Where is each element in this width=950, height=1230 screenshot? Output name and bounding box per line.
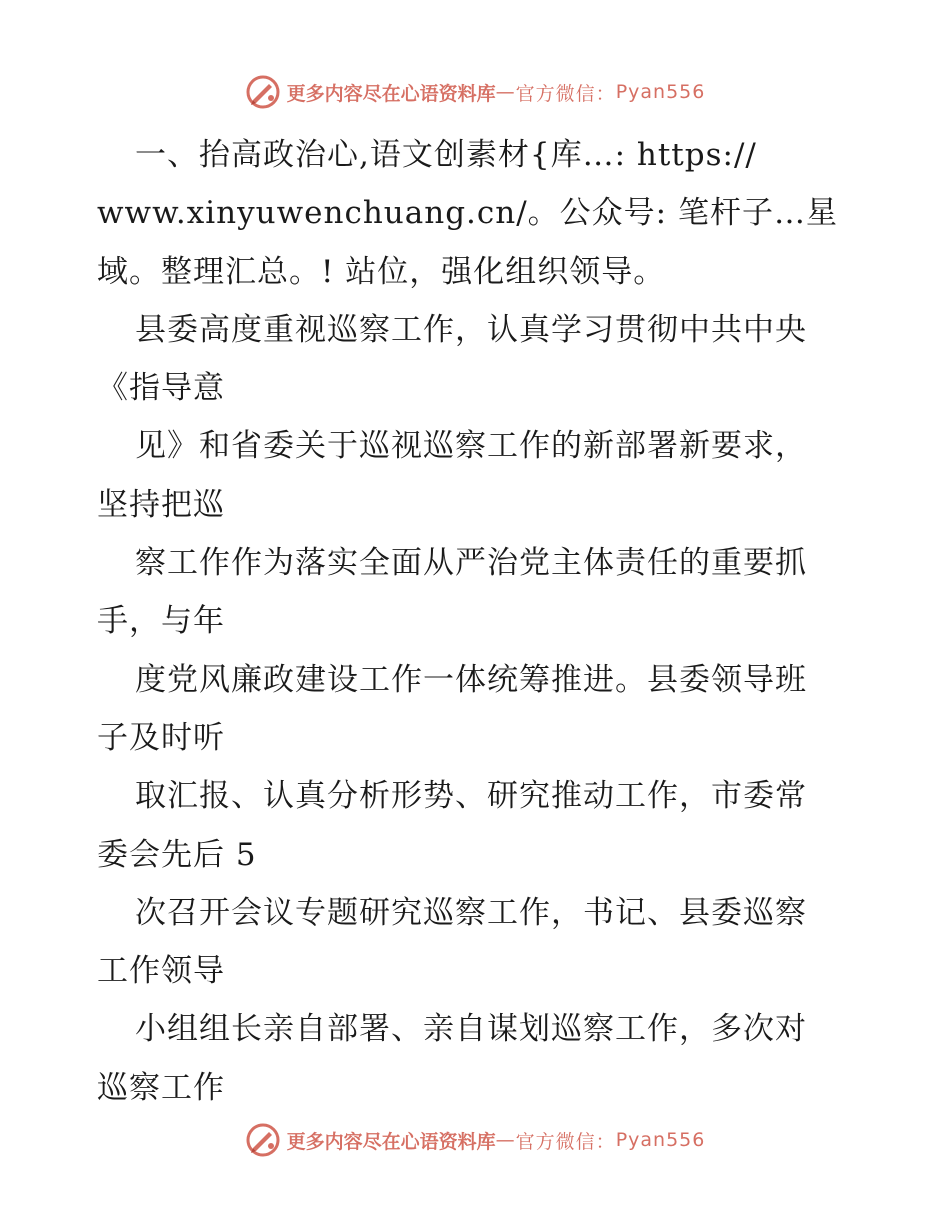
body-line: 度党风廉政建设工作一体统筹推进。县委领导班 <box>135 661 807 698</box>
pen-logo-icon <box>245 74 281 110</box>
banner-main-text: 更多内容尽在心语资料库 <box>286 82 496 105</box>
body-line: 域。整理汇总。! 站位，强化组织领导。 <box>97 253 666 290</box>
banner-dash: — <box>495 1129 516 1151</box>
banner-wechat-label: 官方微信： <box>515 1130 616 1153</box>
banner-main-text: 更多内容尽在心语资料库 <box>286 1130 496 1153</box>
document-body <box>97 126 877 1117</box>
body-line: 坚持把巡 <box>97 486 225 523</box>
body-line: 子及时听 <box>97 719 225 756</box>
banner-wechat-account: Pyan556 <box>615 1129 706 1151</box>
body-line: 《指导意 <box>97 370 225 407</box>
body-line: 工作领导 <box>97 953 225 990</box>
banner-dash: — <box>495 81 516 103</box>
footer-banner <box>0 1118 950 1162</box>
body-line: 巡察工作 <box>97 1069 225 1106</box>
body-line: 见》和省委关于巡视巡察工作的新部署新要求， <box>135 428 807 465</box>
banner-wechat-account: Pyan556 <box>615 81 706 103</box>
body-line: www.xinyuwenchuang.cn/。公众号: 笔杆子…星 <box>97 195 838 232</box>
body-line: 次召开会议专题研究巡察工作，书记、县委巡察 <box>135 894 807 931</box>
body-line: 取汇报、认真分析形势、研究推动工作，市委常 <box>135 778 807 815</box>
header-banner <box>0 70 950 114</box>
pen-logo-icon <box>245 1122 281 1158</box>
body-line: 手，与年 <box>97 603 225 640</box>
body-line: 察工作作为落实全面从严治党主体责任的重要抓 <box>135 545 807 582</box>
banner-wechat-label: 官方微信： <box>515 82 616 105</box>
body-line: 委会先后 5 <box>97 836 257 873</box>
body-line: 小组组长亲自部署、亲自谋划巡察工作，多次对 <box>135 1011 807 1048</box>
body-line: 县委高度重视巡察工作，认真学习贯彻中共中央 <box>135 311 807 348</box>
body-line: 一、抬高政治心,语文创素材{库…: https:// <box>135 137 757 173</box>
